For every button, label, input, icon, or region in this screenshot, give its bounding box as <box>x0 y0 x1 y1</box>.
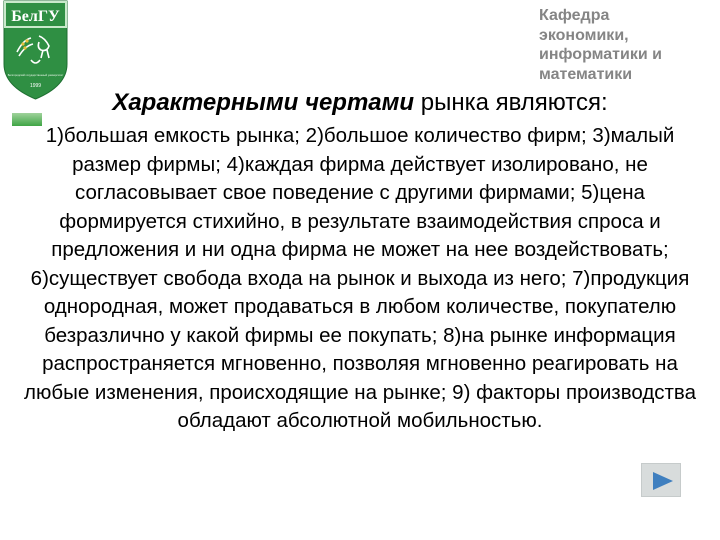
slide-body-text: 1)большая емкость рынка; 2)большое количество фирм; 3)малый размер фирмы; 4)каждая фирма действует изолировано, не согласовывает свое поведение с другими фирмами; 5)цена формируется стихийно, в результате взаимодействия спроса и предложения и ни одна фирма не может на нее воздействовать; 6)существует свобода входа на рынок и выхода из него; 7)продукция однородная, может продаваться в любом количестве, покупателю безразлично у какой фирмы ее покупать; 8)на рынке информация распространяется мгновенно, позволяя мгновенно реагировать на любые изменения, происходящие на рынке; 9) факторы производства обладают абсолютной мобильностью. <box>24 124 696 432</box>
slide-title-rest: рынка являются: <box>414 89 608 116</box>
logo-wordmark: БелГУ <box>11 8 60 25</box>
play-triangle-icon <box>651 471 675 491</box>
next-slide-button[interactable] <box>641 463 681 497</box>
slide-title <box>0 88 720 118</box>
slide-title-emphasis: Характерными чертами <box>112 89 415 116</box>
logo-year: 1999 <box>29 83 42 89</box>
department-name: Кафедра экономики, информатики и математики <box>539 7 662 83</box>
logo-caption: Белгородский государственный университет <box>7 74 64 77</box>
university-logo <box>3 0 68 100</box>
